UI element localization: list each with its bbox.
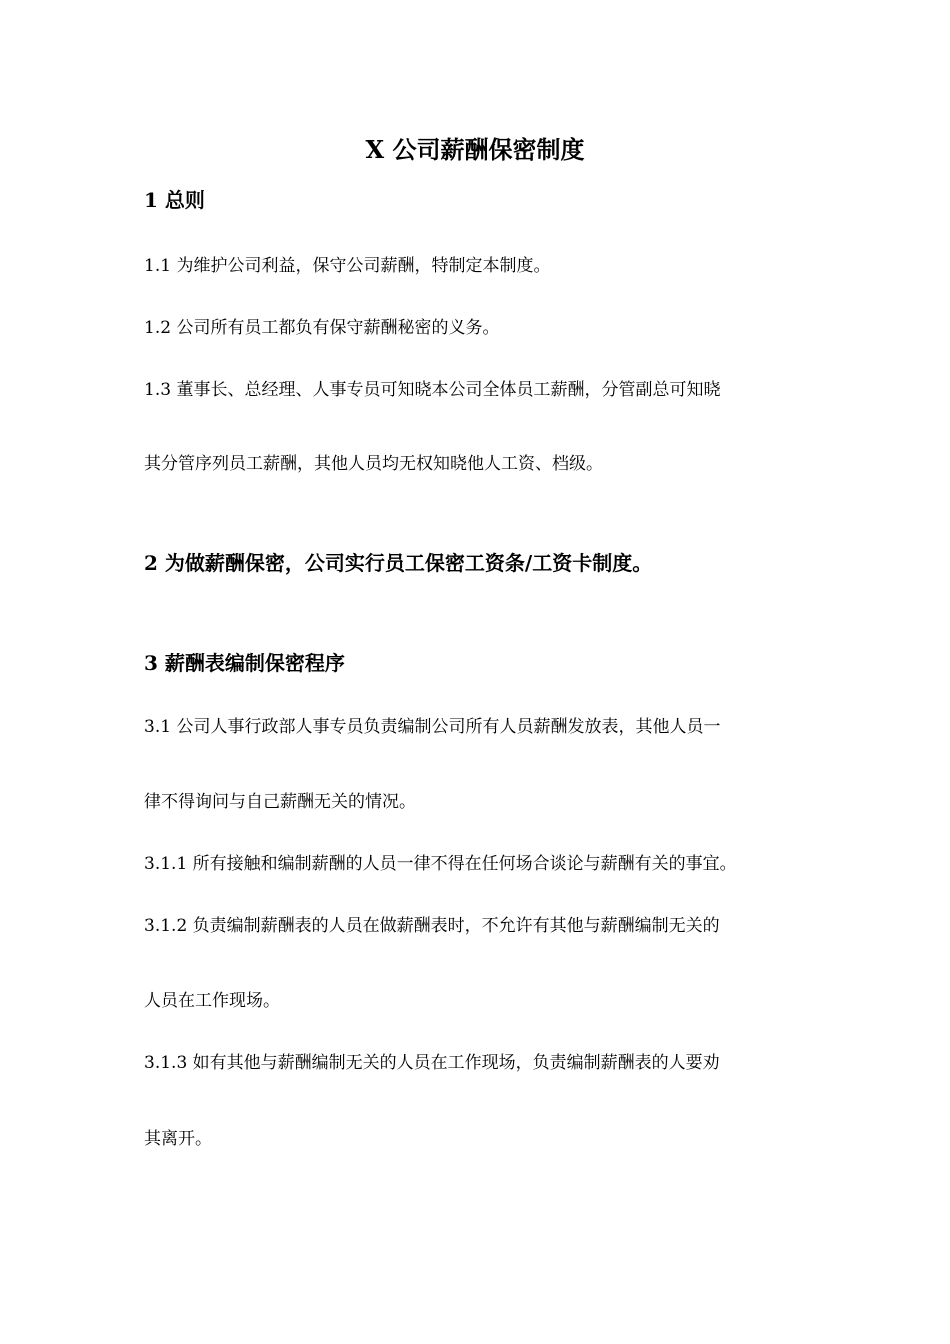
- paragraph-3-1-1: [144, 851, 737, 877]
- section-title: 薪酬表编制保密程序: [164, 651, 345, 675]
- clause-number: 1.1: [144, 256, 172, 276]
- clause-text: 公司所有员工都负有保守薪酬秘密的义务。: [176, 318, 500, 338]
- clause-text: 如有其他与薪酬编制无关的人员在工作现场，负责编制薪酬表的人要劝: [192, 1053, 720, 1073]
- paragraph-3-1-3-continued: 其离开。: [144, 1129, 212, 1149]
- clause-text: 为维护公司利益，保守公司薪酬，特制定本制度。: [176, 256, 551, 276]
- title-prefix: X: [365, 135, 385, 164]
- clause-text: 所有接触和编制薪酬的人员一律不得在任何场合谈论与薪酬有关的事宜。: [192, 854, 737, 874]
- paragraph-3-1-2-continued: 人员在工作现场。: [144, 991, 280, 1011]
- clause-number: 1.3: [144, 380, 172, 400]
- section-title: 为做薪酬保密，公司实行员工保密工资条/工资卡制度。: [164, 551, 653, 575]
- paragraph-3-1-continued: 律不得询问与自己薪酬无关的情况。: [144, 792, 416, 812]
- section-number: 1: [144, 188, 158, 212]
- paragraph-1-3: [144, 377, 720, 403]
- title-text: 公司薪酬保密制度: [392, 136, 585, 164]
- paragraph-3-1-3: [144, 1050, 720, 1076]
- section-number: 3: [144, 651, 158, 675]
- paragraph-1-3-continued: 其分管序列员工薪酬，其他人员均无权知晓他人工资、档级。: [144, 454, 603, 474]
- clause-number: 3.1.2: [144, 916, 188, 936]
- section-heading-1: [144, 185, 205, 215]
- paragraph-1-1: [144, 253, 550, 279]
- clause-number: 1.2: [144, 318, 172, 338]
- section-heading-2: [144, 548, 652, 578]
- clause-text: 董事长、总经理、人事专员可知晓本公司全体员工薪酬，分管副总可知晓: [176, 380, 721, 400]
- paragraph-3-1: [144, 714, 720, 740]
- section-title: 总则: [164, 188, 205, 212]
- section-number: 2: [144, 551, 158, 575]
- clause-number: 3.1.1: [144, 854, 188, 874]
- document-title: [0, 132, 950, 168]
- clause-number: 3.1.3: [144, 1053, 188, 1073]
- paragraph-1-2: [144, 315, 499, 341]
- clause-text: 负责编制薪酬表的人员在做薪酬表时，不允许有其他与薪酬编制无关的: [192, 916, 720, 936]
- section-heading-3: [144, 648, 345, 678]
- paragraph-3-1-2: [144, 913, 720, 939]
- clause-text: 公司人事行政部人事专员负责编制公司所有人员薪酬发放表，其他人员一: [176, 717, 721, 737]
- clause-number: 3.1: [144, 717, 172, 737]
